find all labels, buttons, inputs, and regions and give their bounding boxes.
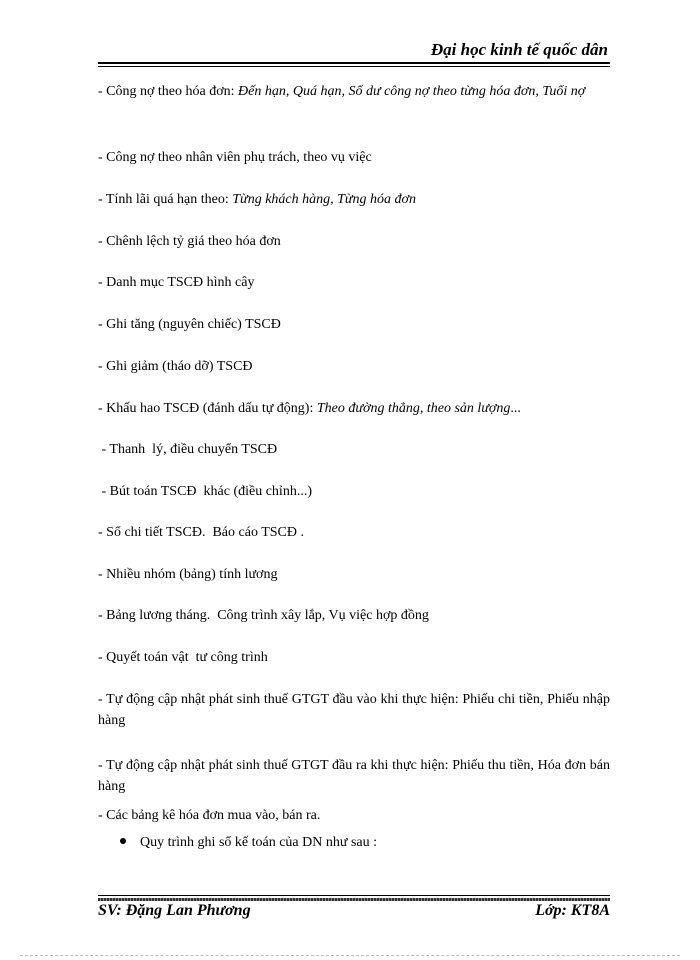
paragraph-payroll-groups: - Nhiều nhóm (bảng) tính lương — [98, 567, 278, 582]
header-rule-thick — [98, 62, 610, 64]
header-rule-thin — [98, 66, 610, 67]
paragraph-invoice-lists: - Các bảng kê hóa đơn mua vào, bán ra. — [98, 808, 321, 823]
paragraph-text: - Tính lãi quá hạn theo: — [98, 192, 233, 207]
paragraph-late-interest — [98, 189, 610, 210]
bullet-text: Quy trình ghi sổ kế toán của DN như sau : — [140, 835, 377, 850]
paragraph-text: - Công nợ theo hóa đơn: — [98, 84, 239, 99]
paragraph-liquidation: - Thanh lý, điều chuyển TSCĐ — [98, 442, 278, 457]
paragraph-text: - Khấu hao TSCĐ (đánh dấu tự động): — [98, 401, 317, 416]
paragraph-italic-text: Từng khách hàng, Từng hóa đơn — [232, 192, 417, 207]
paragraph-asset-increase: - Ghi tăng (nguyên chiếc) TSCĐ — [98, 317, 281, 332]
bullet-dot-icon — [120, 838, 126, 844]
paragraph-italic-text: Đến hạn, Quá hạn, Số dư công nợ theo từng hóa đơn, Tuổi nợ — [238, 84, 586, 99]
paragraph-asset-tree: - Danh mục TSCĐ hình cây — [98, 275, 255, 290]
paragraph-material-settlement: - Quyết toán vật tư công trình — [98, 650, 268, 665]
paragraph-vat-output: - Tự động cập nhật phát sinh thuế GTGT đầu ra khi thực hiện: Phiếu thu tiền, Hóa đơn bán hàng — [98, 758, 610, 794]
footer-rule-thick — [98, 898, 610, 901]
footer-rule-thin — [98, 895, 610, 896]
paragraph-italic-text: Theo đường thẳng, theo sản lượng — [316, 401, 511, 416]
paragraph-asset-decrease: - Ghi giảm (tháo dỡ) TSCĐ — [98, 359, 253, 374]
bullet-item — [120, 832, 600, 853]
paragraph-other-entries: - Bút toán TSCĐ khác (điều chỉnh...) — [98, 484, 312, 499]
paragraph-asset-ledger: - Sổ chi tiết TSCĐ. Báo cáo TSCĐ . — [98, 525, 304, 540]
footer-student-name: SV: Đặng Lan Phương — [98, 902, 251, 919]
page-header-title: Đại học kinh tế quốc dân — [430, 40, 608, 59]
footer-class-name: Lớp: KT8A — [535, 902, 610, 919]
paragraph-invoice-debt — [98, 81, 610, 102]
paragraph-suffix: ... — [510, 401, 521, 416]
paragraph-vat-input: - Tự động cập nhật phát sinh thuế GTGT đầu vào khi thực hiện: Phiếu chi tiền, Phiếu nhập hàng — [98, 692, 610, 728]
paragraph-monthly-payroll: - Bảng lương tháng. Công trình xây lắp, Vụ việc hợp đồng — [98, 608, 429, 623]
paragraph-depreciation — [98, 398, 610, 419]
paragraph-staff-debt: - Công nợ theo nhân viên phụ trách, theo vụ việc — [98, 150, 372, 165]
paragraph-exchange-diff: - Chênh lệch tỷ giá theo hóa đơn — [98, 234, 281, 249]
page-edge-divider — [20, 955, 680, 956]
